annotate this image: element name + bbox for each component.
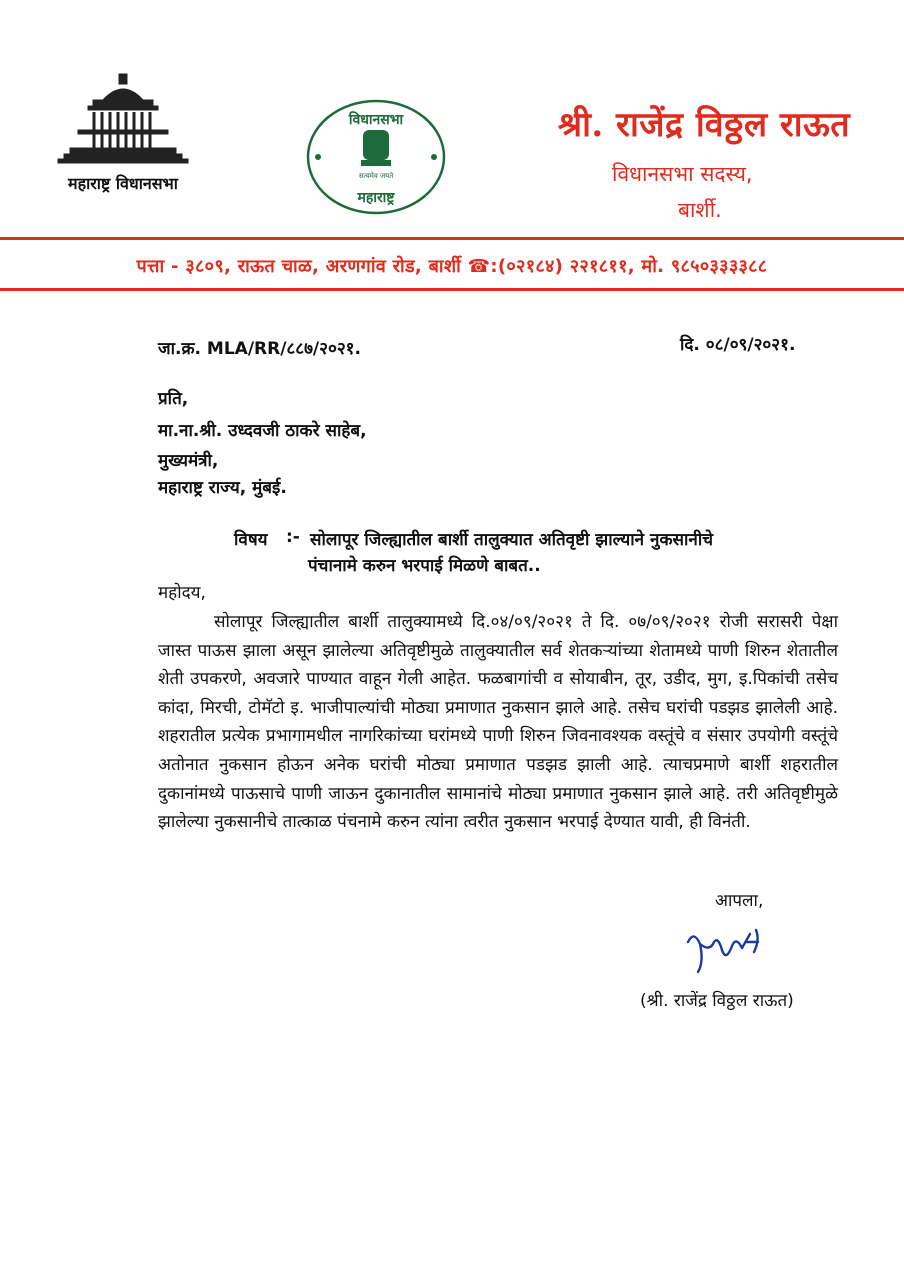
sender-designation: विधानसभा सदस्य, [612,162,753,186]
recipient-place: महाराष्ट्र राज्य, मुंबई. [158,478,287,498]
assembly-caption: महाराष्ट्र विधानसभा [68,174,178,193]
assembly-seal [305,98,447,216]
seal-top-text: विधानसभा [348,112,404,128]
recipient-name: मा.ना.श्री. उध्दवजी ठाकरे साहेब, [158,421,367,441]
salutation: महोदय, [158,583,206,603]
closing-phrase: आपला, [715,891,764,911]
signatory-name: (श्री. राजेंद्र विठ्ठल राऊत) [640,991,794,1011]
header-divider-bottom [0,288,904,291]
reference-number: जा.क्र. MLA/RR/८८७/२०२१. [158,339,361,359]
recipient-label: प्रति, [158,389,189,409]
letter-date: दि. ०८/०९/२०२१. [680,335,796,355]
sender-name-heading: श्री. राजेंद्र विठ्ठल राऊत [558,105,851,145]
sender-constituency: बार्शी. [678,198,722,222]
signature-image [680,922,780,978]
header-divider-top [0,237,904,240]
subject-separator: :- [286,527,300,547]
letter-body: सोलापूर जिल्ह्यातील बार्शी तालुक्यामध्ये दि.०४/०९/२०२१ ते दि. ०७/०९/२०२१ रोजी सरासरी पेक्षा जास्त पाऊस झाला असून झालेल्या अतिवृष्टीमुळे तालुक्यातील सर्व शेतकऱ्यांच्या शेतामध्ये पाणी शिरुन शेतातील शेती उपकरणे, अवजारे पाण्यात वाहून गेली आहेत. फळबागांची व सोयाबीन, तूर, उडीद, मुग, इ.पिकांची तसेच कांदा, मिरची, टोमॅटो इ. भाजीपाल्यांची मोठ्या प्रमाणात नुकसान झाले आहे. तसेच घरांची पडझड झालेली आहे. शहरातील प्रत्येक प्रभागामधील नागरिकांच्या घरांमध्ये पाणी शिरुन जिवनावश्यक वस्तूंचे व संसार उपयोगी वस्तूंचे अतोनात नुकसान होऊन अनेक घरांची मोठ्या प्रमाणात पडझड झाली आहे. त्याचप्रमाणे बार्शी शहरातील दुकानांमध्ये पाऊसाचे पाणी जाऊन दुकानातील सामानांचे मोठ्या प्रमाणात नुकसान झाले आहे. तरी अतिवृष्टीमुळे झालेल्या नुकसानीचे तात्काळ पंचनामे करुन त्यांना त्वरीत नुकसान भरपाई देण्यात यावी, ही विनंती. [158,612,838,833]
subject-label: विषय [234,530,268,550]
seal-bottom-text: महाराष्ट्र [357,190,395,206]
subject-line-1: सोलापूर जिल्ह्यातील बार्शी तालुक्यात अतिवृष्टी झाल्याने नुकसानीचे [310,530,714,550]
subject-line-2: पंचानामे करुन भरपाई मिळणे बाबत.. [308,556,541,576]
sender-address: पत्ता - ३८०९, राऊत चाळ, अरणगांव रोड, बार्शी ☎:(०२१८४) २२१८११, मो. ९८५०३३३३८८ [136,256,768,277]
seal-motto: सत्यमेव जयते [358,172,394,180]
recipient-title: मुख्यमंत्री, [158,451,219,471]
